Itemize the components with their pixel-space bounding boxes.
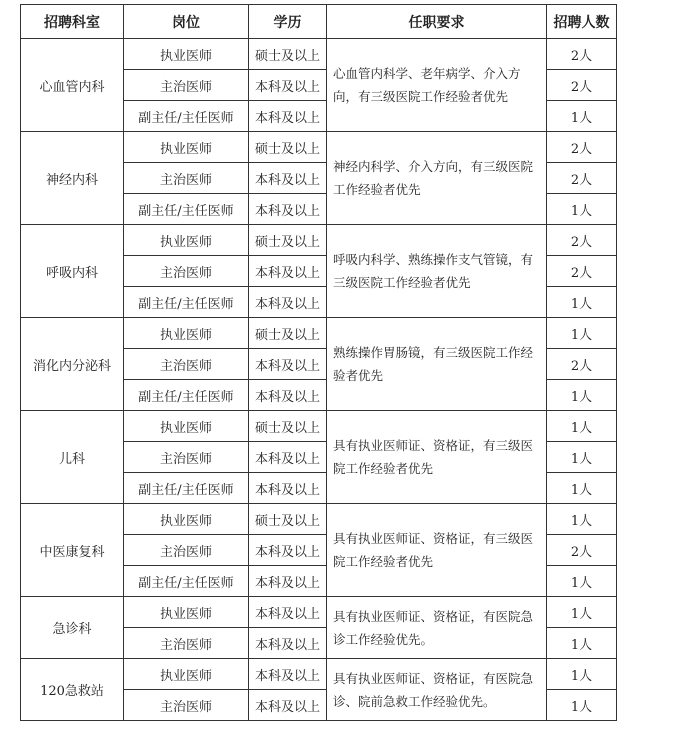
header-row: [21, 5, 617, 39]
requirement-cell: 具有执业医师证、资格证，有医院急诊工作经验优先。: [327, 597, 547, 659]
header-education: 学历: [249, 5, 327, 39]
education-cell: 本科及以上: [249, 163, 327, 194]
position-cell: 执业医师: [124, 659, 249, 690]
department-name: 中医康复科: [21, 504, 124, 597]
table-row: [21, 132, 617, 163]
position-cell: 执业医师: [124, 225, 249, 256]
requirement-cell: 具有执业医师证、资格证，有医院急诊、院前急救工作经验优先。: [327, 659, 547, 721]
position-cell: 执业医师: [124, 39, 249, 70]
education-cell: 硕士及以上: [249, 504, 327, 535]
position-cell: 主治医师: [124, 690, 249, 721]
position-cell: 执业医师: [124, 411, 249, 442]
education-cell: 本科及以上: [249, 535, 327, 566]
position-cell: 主治医师: [124, 163, 249, 194]
department-name: 儿科: [21, 411, 124, 504]
education-cell: 硕士及以上: [249, 318, 327, 349]
count-cell: 1人: [547, 473, 617, 504]
table-row: [21, 225, 617, 256]
position-cell: 副主任/主任医师: [124, 101, 249, 132]
requirement-cell: 具有执业医师证、资格证，有三级医院工作经验者优先: [327, 504, 547, 597]
position-cell: 副主任/主任医师: [124, 287, 249, 318]
position-cell: 主治医师: [124, 535, 249, 566]
position-cell: 执业医师: [124, 597, 249, 628]
education-cell: 本科及以上: [249, 597, 327, 628]
header-position: 岗位: [124, 5, 249, 39]
position-cell: 主治医师: [124, 628, 249, 659]
education-cell: 本科及以上: [249, 442, 327, 473]
position-cell: 主治医师: [124, 442, 249, 473]
header-count: 招聘人数: [547, 5, 617, 39]
table-row: [21, 411, 617, 442]
position-cell: 执业医师: [124, 504, 249, 535]
department-name: 急诊科: [21, 597, 124, 659]
recruitment-table: [20, 4, 617, 721]
count-cell: 1人: [547, 411, 617, 442]
count-cell: 1人: [547, 380, 617, 411]
count-cell: 2人: [547, 349, 617, 380]
count-cell: 1人: [547, 690, 617, 721]
requirement-cell: 神经内科学、介入方向，有三级医院工作经验者优先: [327, 132, 547, 225]
position-cell: 副主任/主任医师: [124, 473, 249, 504]
table-body: [21, 39, 617, 721]
department-name: 神经内科: [21, 132, 124, 225]
count-cell: 1人: [547, 628, 617, 659]
count-cell: 1人: [547, 597, 617, 628]
education-cell: 硕士及以上: [249, 132, 327, 163]
table-row: [21, 659, 617, 690]
table-row: [21, 318, 617, 349]
position-cell: 主治医师: [124, 256, 249, 287]
requirement-cell: 呼吸内科学、熟练操作支气管镜，有三级医院工作经验者优先: [327, 225, 547, 318]
position-cell: 主治医师: [124, 349, 249, 380]
requirement-cell: 心血管内科学、老年病学、介入方向，有三级医院工作经验者优先: [327, 39, 547, 132]
header-department: 招聘科室: [21, 5, 124, 39]
count-cell: 1人: [547, 659, 617, 690]
position-cell: 副主任/主任医师: [124, 566, 249, 597]
department-name: 呼吸内科: [21, 225, 124, 318]
education-cell: 本科及以上: [249, 690, 327, 721]
table-row: [21, 597, 617, 628]
count-cell: 1人: [547, 101, 617, 132]
count-cell: 1人: [547, 504, 617, 535]
table-row: [21, 39, 617, 70]
table-row: [21, 504, 617, 535]
education-cell: 本科及以上: [249, 70, 327, 101]
education-cell: 本科及以上: [249, 659, 327, 690]
position-cell: 副主任/主任医师: [124, 194, 249, 225]
education-cell: 本科及以上: [249, 473, 327, 504]
position-cell: 执业医师: [124, 318, 249, 349]
education-cell: 硕士及以上: [249, 411, 327, 442]
count-cell: 1人: [547, 194, 617, 225]
count-cell: 2人: [547, 70, 617, 101]
requirement-cell: 具有执业医师证、资格证，有三级医院工作经验者优先: [327, 411, 547, 504]
education-cell: 本科及以上: [249, 566, 327, 597]
education-cell: 本科及以上: [249, 101, 327, 132]
count-cell: 2人: [547, 256, 617, 287]
department-name: 心血管内科: [21, 39, 124, 132]
count-cell: 2人: [547, 535, 617, 566]
count-cell: 2人: [547, 132, 617, 163]
position-cell: 执业医师: [124, 132, 249, 163]
education-cell: 本科及以上: [249, 628, 327, 659]
count-cell: 2人: [547, 163, 617, 194]
count-cell: 2人: [547, 39, 617, 70]
education-cell: 本科及以上: [249, 287, 327, 318]
header-requirements: 任职要求: [327, 5, 547, 39]
education-cell: 硕士及以上: [249, 225, 327, 256]
requirement-cell: 熟练操作胃肠镜，有三级医院工作经验者优先: [327, 318, 547, 411]
count-cell: 1人: [547, 566, 617, 597]
count-cell: 2人: [547, 225, 617, 256]
department-name: 120急救站: [21, 659, 124, 721]
count-cell: 1人: [547, 318, 617, 349]
count-cell: 1人: [547, 442, 617, 473]
education-cell: 本科及以上: [249, 349, 327, 380]
count-cell: 1人: [547, 287, 617, 318]
position-cell: 主治医师: [124, 70, 249, 101]
position-cell: 副主任/主任医师: [124, 380, 249, 411]
department-name: 消化内分泌科: [21, 318, 124, 411]
education-cell: 本科及以上: [249, 194, 327, 225]
education-cell: 硕士及以上: [249, 39, 327, 70]
education-cell: 本科及以上: [249, 380, 327, 411]
education-cell: 本科及以上: [249, 256, 327, 287]
